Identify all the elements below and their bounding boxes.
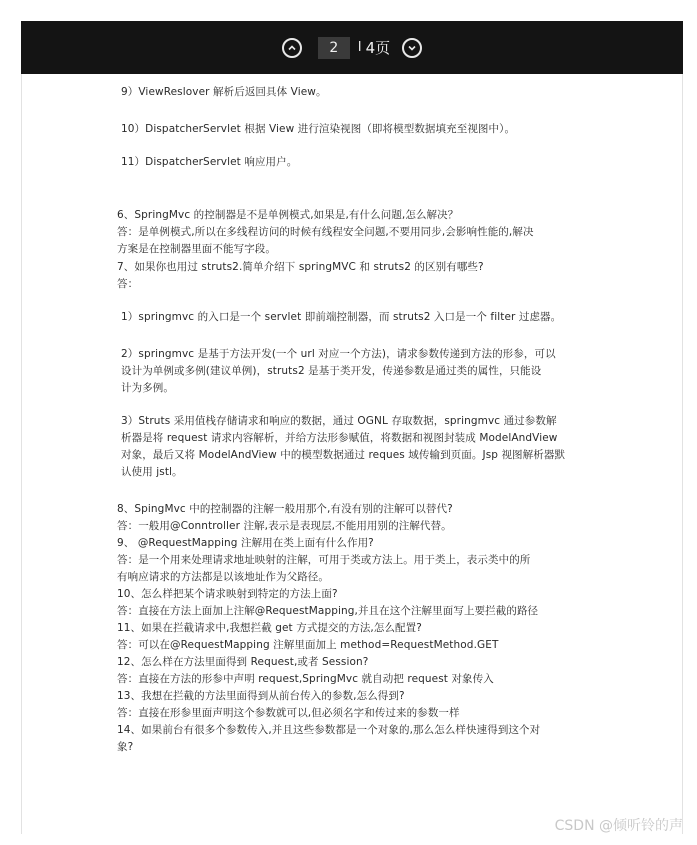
doc-line: 13、我想在拦截的方法里面得到从前台传入的参数,怎么得到?	[117, 690, 405, 702]
doc-line: 答：一般用@Conntroller 注解,表示是表现层,不能用用别的注解代替。	[117, 520, 452, 532]
doc-line: 对象，最后又将 ModelAndView 中的模型数据通过 reques 域传输到页面。Jsp 视图解析器默	[121, 449, 566, 461]
doc-line: 3）Struts 采用值栈存储请求和响应的数据，通过 OGNL 存取数据，springmvc 通过参数解	[121, 415, 557, 427]
page-separator: I	[357, 40, 362, 55]
doc-line: 10、怎么样把某个请求映射到特定的方法上面?	[117, 588, 338, 600]
doc-line: 7、如果你也用过 struts2.简单介绍下 springMVC 和 struts2 的区别有哪些?	[117, 261, 484, 273]
doc-line: 9）ViewReslover 解析后返回具体 View。	[121, 86, 327, 98]
doc-line: 6、SpringMvc 的控制器是不是单例模式,如果是,有什么问题,怎么解决？	[117, 209, 459, 221]
chevron-down-circle-icon[interactable]	[402, 38, 422, 58]
doc-line: 认使用 jstl。	[121, 466, 183, 478]
doc-line: 12、怎么样在方法里面得到 Request,或者 Session?	[117, 656, 369, 668]
doc-line: 答：	[117, 278, 139, 290]
pdf-toolbar	[21, 21, 683, 74]
doc-line: 11）DispatcherServlet 响应用户。	[121, 156, 298, 168]
doc-line: 答：直接在方法上面加上注解@RequestMapping,并且在这个注解里面写上要拦截的路径	[117, 605, 539, 617]
doc-line: 14、如果前台有很多个参数传入,并且这些参数都是一个对象的,那么怎么样快速得到这个对	[117, 724, 541, 736]
doc-line: 答：可以在@RequestMapping 注解里面加上 method=RequestMethod.GET	[117, 639, 499, 651]
doc-line: 10）DispatcherServlet 根据 View 进行渲染视图（即将模型数据填充至视图中）。	[121, 123, 516, 135]
doc-line: 有响应请求的方法都是以该地址作为父路径。	[117, 571, 329, 583]
doc-line: 答：直接在形参里面声明这个参数就可以,但必须名字和传过来的参数一样	[117, 707, 460, 719]
doc-line: 2）springmvc 是基于方法开发(一个 url 对应一个方法)，请求参数传递到方法的形参，可以	[121, 348, 556, 360]
current-page-input[interactable]: 2	[318, 37, 350, 59]
total-pages-label: 4页	[365, 39, 391, 57]
chevron-up-circle-icon[interactable]	[282, 38, 302, 58]
doc-line: 答：直接在方法的形参中声明 request,SpringMvc 就自动把 request 对象传入	[117, 673, 494, 685]
document-page	[21, 74, 683, 834]
doc-line: 1）springmvc 的入口是一个 servlet 即前端控制器，而 struts2 入口是一个 filter 过虑器。	[121, 311, 562, 323]
doc-line: 答：是一个用来处理请求地址映射的注解，可用于类或方法上。用于类上，表示类中的所	[117, 554, 531, 566]
doc-line: 答：是单例模式,所以在多线程访问的时候有线程安全问题,不要用同步,会影响性能的,解决	[117, 226, 534, 238]
csdn-watermark: CSDN @倾听铃的声	[554, 818, 683, 834]
doc-line: 8、SpingMvc 中的控制器的注解一般用那个,有没有别的注解可以替代?	[117, 503, 453, 515]
doc-line: 设计为单例或多例(建议单例)，struts2 是基于类开发，传递参数是通过类的属性，只能设	[121, 365, 542, 377]
doc-line: 方案是在控制器里面不能写字段。	[117, 243, 276, 255]
doc-line: 计为多例。	[121, 382, 174, 394]
doc-line: 象?	[117, 741, 134, 753]
doc-line: 11、如果在拦截请求中,我想拦截 get 方式提交的方法,怎么配置?	[117, 622, 422, 634]
doc-line: 9、 @RequestMapping 注解用在类上面有什么作用?	[117, 537, 374, 549]
doc-line: 析器是将 request 请求内容解析，并给方法形参赋值，将数据和视图封装成 ModelAndView	[121, 432, 558, 444]
